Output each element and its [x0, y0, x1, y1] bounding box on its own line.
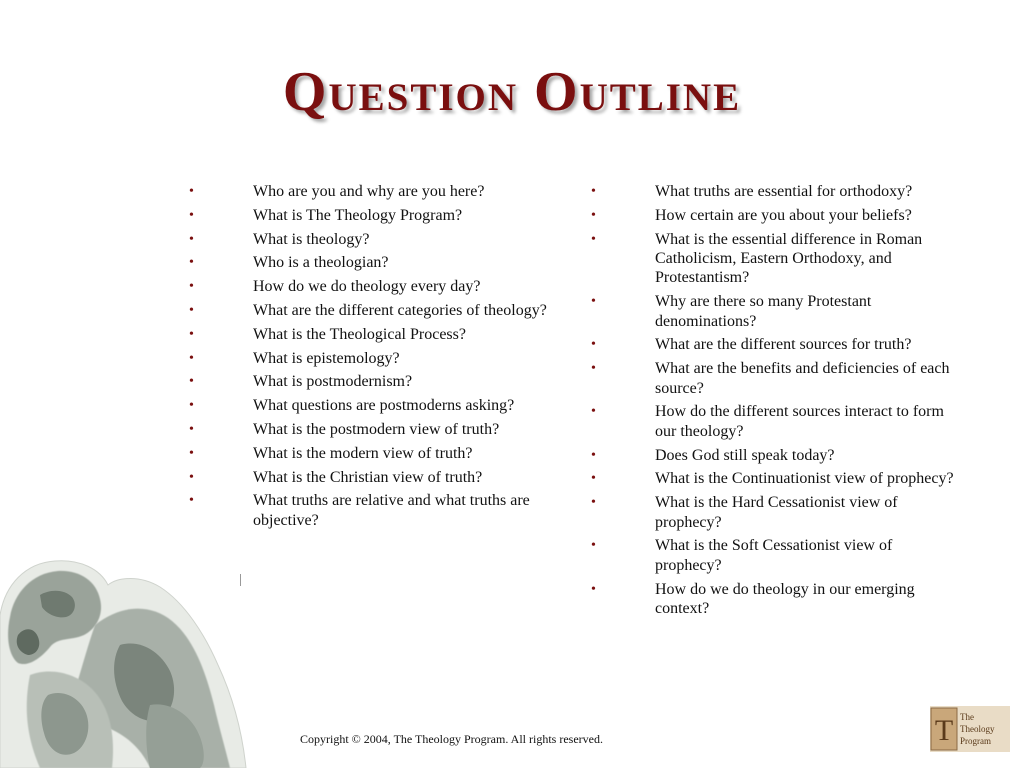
bullet-icon: • — [189, 207, 194, 223]
question-text: What is the Christian view of truth? — [253, 468, 483, 486]
slide-title: Question Outline — [282, 61, 742, 123]
bullet-icon: • — [189, 184, 194, 199]
question-item — [186, 468, 558, 487]
question-item — [588, 469, 960, 488]
question-item — [588, 182, 960, 201]
question-item — [588, 230, 960, 288]
question-item — [186, 182, 558, 201]
logo-word-program: Program — [960, 736, 991, 746]
question-list-left — [186, 182, 558, 535]
question-item — [186, 396, 558, 415]
bullet-icon: • — [591, 538, 596, 554]
question-text: Who is a theologian? — [253, 254, 389, 272]
question-item — [186, 325, 558, 344]
question-text: What are the different categories of theology? — [253, 301, 547, 319]
question-item — [588, 335, 960, 354]
bullet-icon: • — [189, 469, 194, 485]
question-item — [186, 230, 558, 249]
logo-word-the: The — [960, 712, 974, 722]
question-text: What truths are relative and what truths are objective? — [253, 492, 530, 529]
question-item — [186, 349, 558, 368]
question-text: What is postmodernism? — [253, 373, 413, 391]
question-text: What is the essential difference in Roman Catholicism, Eastern Orthodoxy, and Protestantism? — [655, 230, 923, 287]
bullet-icon: • — [591, 581, 596, 597]
question-text: What is epistemology? — [253, 349, 400, 367]
question-text: What is theology? — [253, 230, 370, 248]
bullet-icon: • — [189, 279, 194, 295]
logo-monogram: T — [934, 714, 954, 747]
question-item — [588, 206, 960, 225]
question-item — [588, 359, 960, 398]
question-text: How do we do theology every day? — [253, 278, 481, 296]
question-list-right — [588, 182, 960, 623]
bullet-icon: • — [591, 337, 596, 353]
question-text: How do the different sources interact to form our theology? — [655, 403, 944, 440]
bullet-icon: • — [189, 445, 194, 461]
question-item — [186, 444, 558, 463]
bullet-icon: • — [189, 255, 194, 271]
bullet-icon: • — [189, 326, 194, 342]
bullet-icon: • — [591, 294, 596, 310]
question-text: What is the Soft Cessationist view of prophecy? — [655, 537, 893, 574]
bullet-icon: • — [591, 471, 596, 487]
bullet-icon: • — [591, 184, 596, 199]
question-item — [186, 253, 558, 272]
question-item — [588, 292, 960, 331]
question-text: What questions are postmoderns asking? — [253, 397, 515, 415]
question-item — [186, 277, 558, 296]
question-text: What is the modern view of truth? — [253, 444, 473, 462]
bullet-icon: • — [591, 361, 596, 377]
logo-word-theology: Theology — [960, 724, 995, 734]
bullet-icon: • — [189, 302, 194, 318]
bullet-icon: • — [189, 493, 194, 509]
question-text: What is the Hard Cessationist view of prophecy? — [655, 494, 898, 531]
question-item — [588, 580, 960, 619]
question-item — [186, 420, 558, 439]
question-text: What is the postmodern view of truth? — [253, 420, 500, 438]
copyright-notice: Copyright © 2004, The Theology Program. All rights reserved. — [300, 732, 603, 746]
bullet-icon: • — [591, 207, 596, 223]
question-text: What is the Continuationist view of prophecy? — [655, 470, 954, 488]
question-text: What is The Theology Program? — [253, 206, 463, 224]
question-item — [588, 402, 960, 441]
thinker-statue-icon — [0, 555, 250, 768]
question-item — [588, 446, 960, 465]
question-text: What are the benefits and deficiencies of each source? — [655, 360, 950, 397]
bullet-icon: • — [189, 374, 194, 390]
question-item — [588, 493, 960, 532]
question-item — [186, 372, 558, 391]
bullet-icon: • — [591, 447, 596, 463]
question-text: Who are you and why are you here? — [253, 183, 485, 200]
question-text: What is the Theological Process? — [253, 325, 466, 343]
question-text: What truths are essential for orthodoxy? — [655, 183, 913, 200]
bullet-icon: • — [189, 398, 194, 414]
bullet-icon: • — [189, 350, 194, 366]
theology-program-logo-icon — [930, 706, 1010, 752]
bullet-icon: • — [189, 421, 194, 437]
question-item — [186, 206, 558, 225]
bullet-icon: • — [189, 231, 194, 247]
bullet-icon: • — [591, 404, 596, 420]
question-item — [186, 491, 558, 530]
question-item — [186, 301, 558, 320]
bullet-icon: • — [591, 231, 596, 247]
question-item — [588, 536, 960, 575]
question-text: Why are there so many Protestant denominations? — [655, 293, 872, 330]
question-text: How certain are you about your beliefs? — [655, 206, 912, 224]
question-text: What are the different sources for truth? — [655, 336, 912, 354]
question-text: How do we do theology in our emerging context? — [655, 580, 915, 618]
bullet-icon: • — [591, 495, 596, 511]
question-text: Does God still speak today? — [655, 446, 835, 464]
